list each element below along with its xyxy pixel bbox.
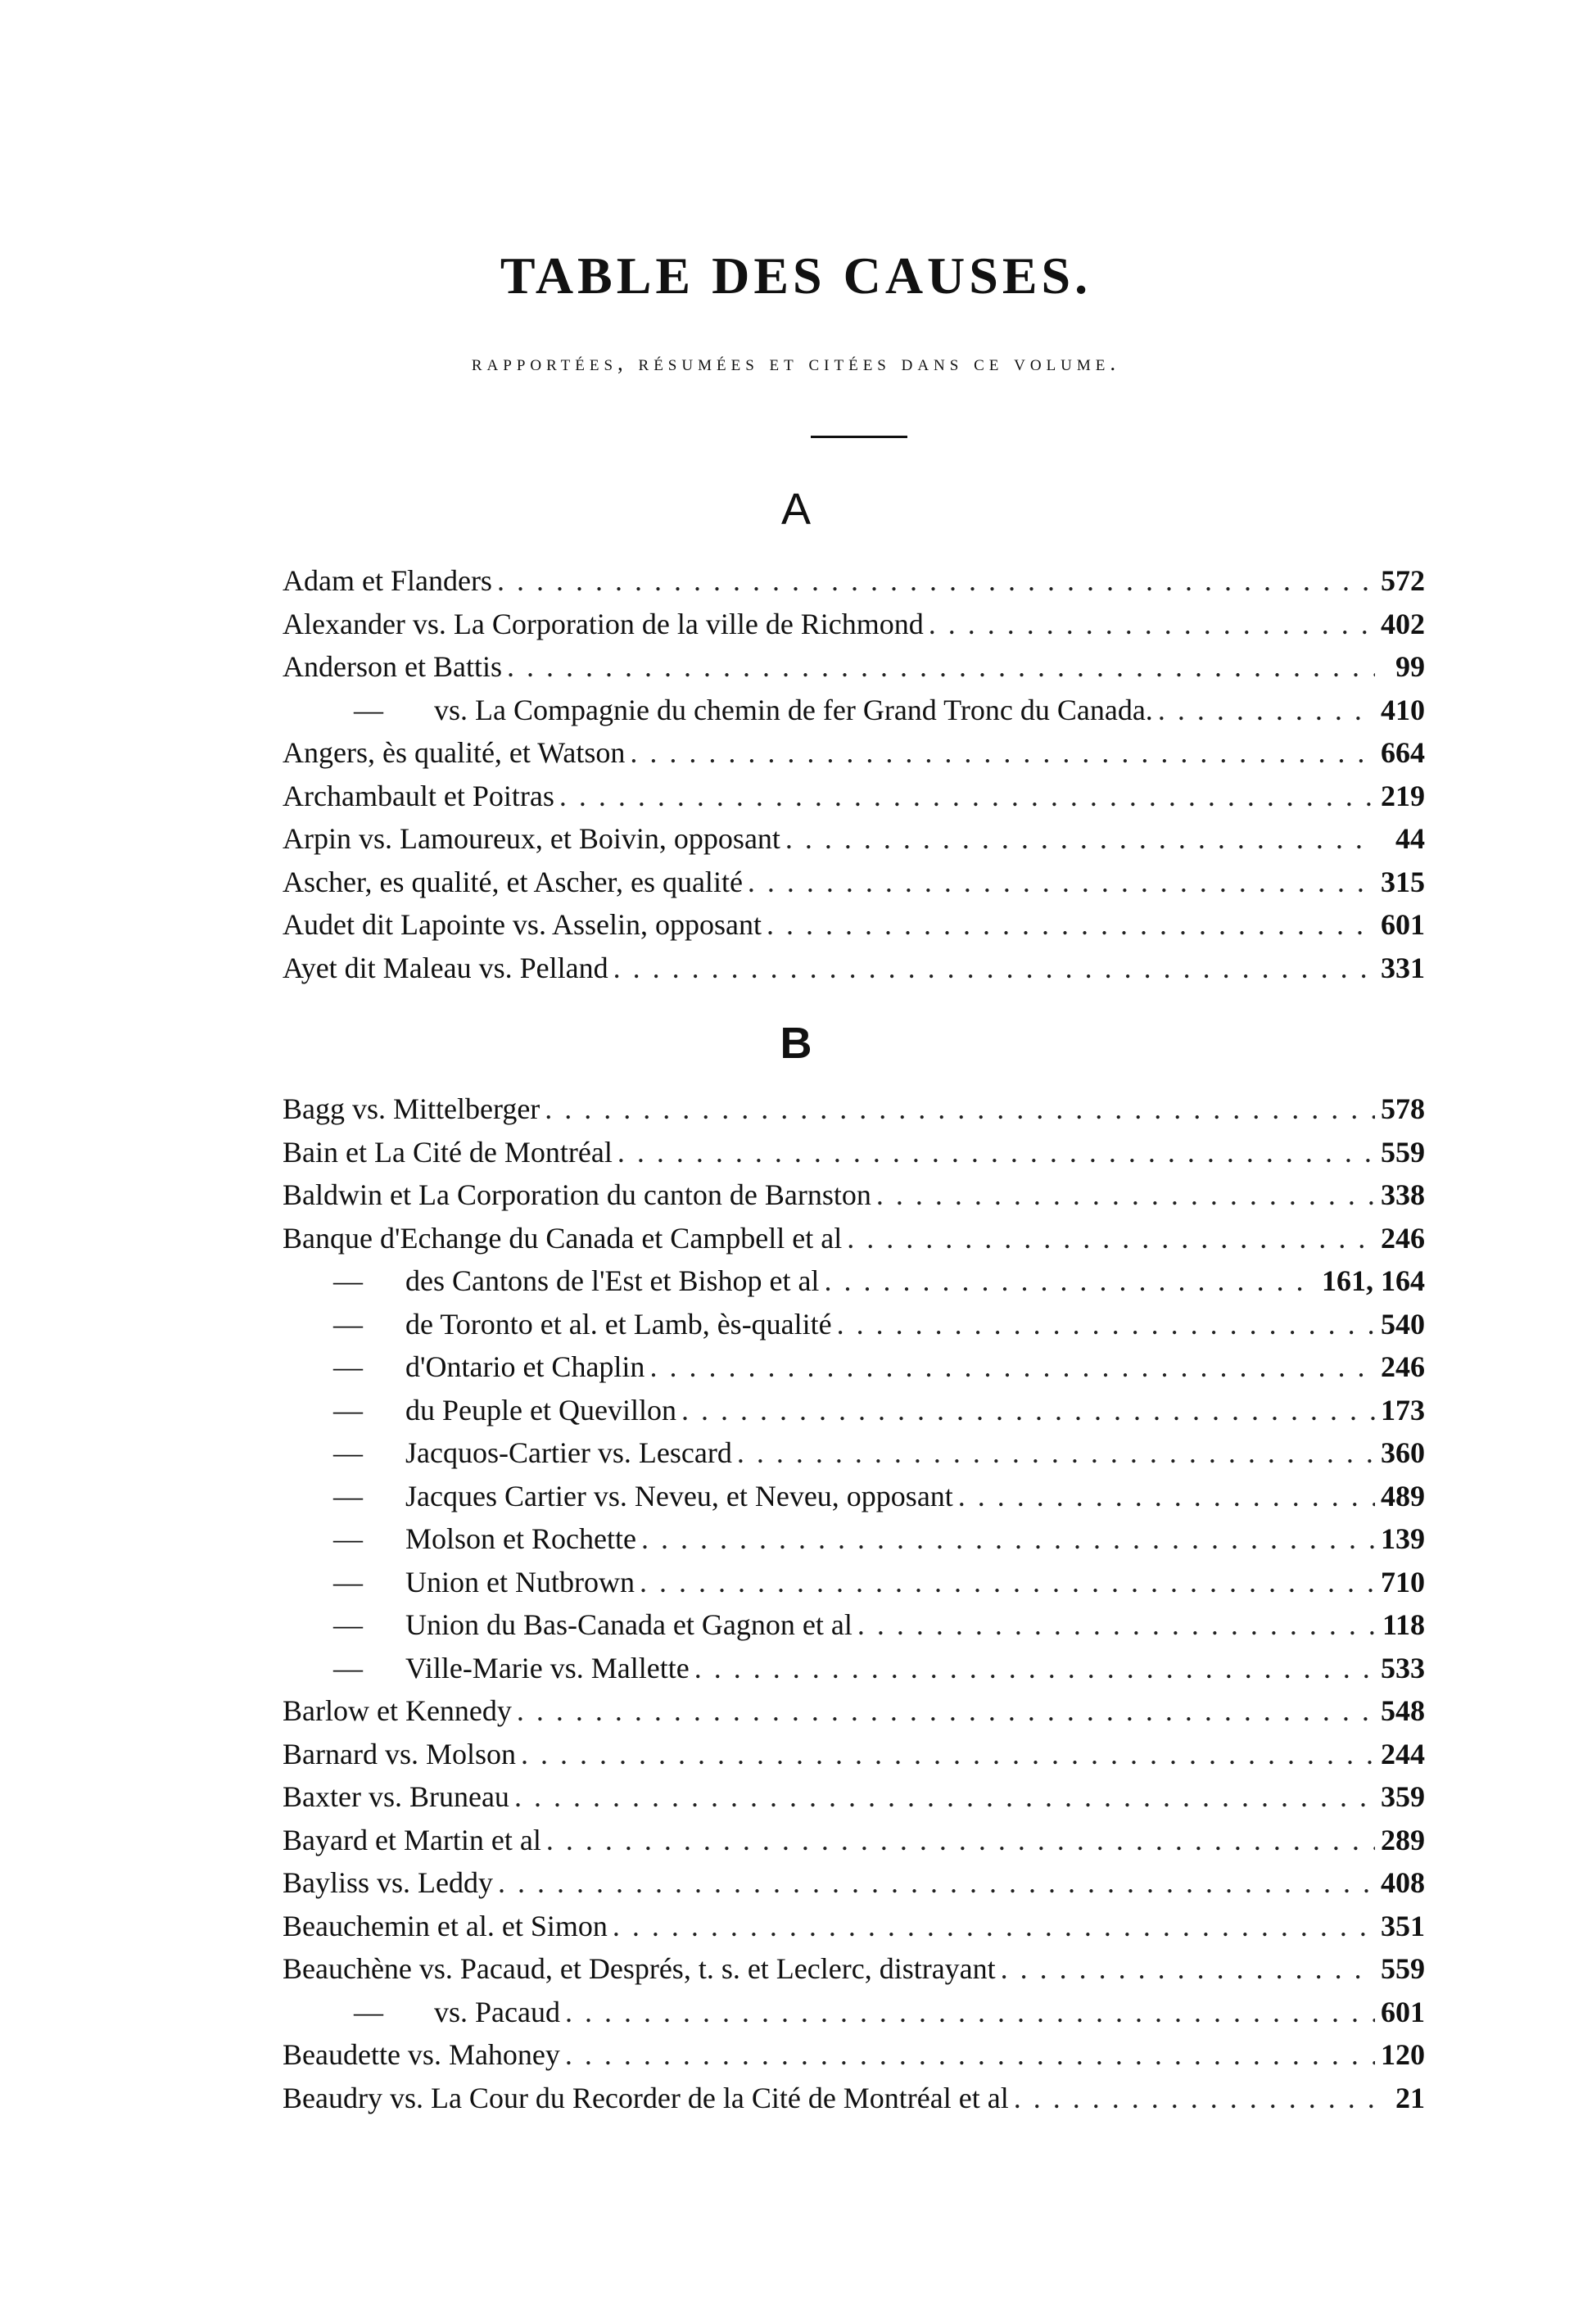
dot-leader xyxy=(546,1823,1375,1857)
title-rule xyxy=(811,436,907,438)
page-number: 489 xyxy=(1381,1479,1425,1512)
case-name: vs. La Compagnie du chemin de fer Grand Tronc du Canada. xyxy=(434,693,1153,726)
table-row xyxy=(283,1135,1425,1178)
table-row xyxy=(283,951,1425,994)
page-number: 402 xyxy=(1381,607,1425,640)
table-row xyxy=(283,1909,1425,1952)
table-row xyxy=(283,1607,1425,1651)
case-name: Bayard et Martin et al xyxy=(283,1823,541,1856)
case-name: Jacquos-Cartier vs. Lescard xyxy=(405,1436,732,1469)
ditto-dash: — xyxy=(333,1651,363,1684)
table-row xyxy=(283,1436,1425,1479)
dot-leader xyxy=(545,1092,1375,1126)
page-number: 173 xyxy=(1381,1393,1425,1427)
page-number: 548 xyxy=(1381,1694,1425,1727)
page-number: 289 xyxy=(1381,1823,1425,1856)
table-row xyxy=(283,1823,1425,1866)
case-name: Beaudry vs. La Cour du Recorder de la Cité de Montréal et al xyxy=(283,2081,1009,2114)
dot-leader xyxy=(613,951,1375,985)
table-row xyxy=(283,1651,1425,1694)
page-number: 601 xyxy=(1381,1995,1425,2028)
section-b-entries xyxy=(283,1092,1425,2123)
dot-leader xyxy=(1158,693,1375,727)
dot-leader xyxy=(517,1693,1375,1728)
page-number: 118 xyxy=(1382,1608,1425,1641)
page-number: 360 xyxy=(1381,1436,1425,1469)
case-name: Bayliss vs. Leddy xyxy=(283,1866,493,1899)
section-a-entries xyxy=(283,563,1425,993)
table-row xyxy=(283,1479,1425,1522)
page-number: 44 xyxy=(1395,822,1425,855)
page-number: 21 xyxy=(1395,2081,1425,2114)
ditto-dash: — xyxy=(333,1264,363,1297)
case-name: Bagg vs. Mittelberger xyxy=(283,1092,540,1125)
table-row xyxy=(283,2081,1425,2124)
case-name: Union et Nutbrown xyxy=(405,1565,635,1598)
dot-leader xyxy=(507,649,1375,684)
ditto-dash: — xyxy=(333,1479,363,1512)
case-name: Banque d'Echange du Canada et Campbell et al xyxy=(283,1221,843,1255)
case-name: Beauchemin et al. et Simon xyxy=(283,1909,608,1942)
page-number: 559 xyxy=(1381,1952,1425,1985)
table-row xyxy=(283,693,1425,736)
table-row xyxy=(283,1350,1425,1393)
table-row xyxy=(283,779,1425,822)
dot-leader xyxy=(694,1651,1375,1685)
case-name: vs. Pacaud xyxy=(434,1995,560,2028)
dot-leader xyxy=(498,1865,1375,1900)
table-row xyxy=(283,1307,1425,1350)
case-name: Ascher, es qualité, et Ascher, es qualité xyxy=(283,865,743,898)
page-number: 331 xyxy=(1381,951,1425,984)
dot-leader xyxy=(681,1393,1375,1427)
table-row xyxy=(283,1951,1425,1995)
case-name: Ville-Marie vs. Mallette xyxy=(405,1651,690,1684)
ditto-dash: — xyxy=(333,1522,363,1555)
section-letter-b: B xyxy=(780,1019,812,1068)
case-name: Baldwin et La Corporation du canton de Barnston xyxy=(283,1178,871,1211)
page-number: 139 xyxy=(1381,1522,1425,1555)
page-number: 408 xyxy=(1381,1866,1425,1899)
page-number: 533 xyxy=(1381,1651,1425,1684)
table-row xyxy=(283,907,1425,951)
table-row xyxy=(283,2037,1425,2081)
dot-leader xyxy=(748,865,1375,899)
page-number: 351 xyxy=(1381,1909,1425,1942)
table-row xyxy=(283,1221,1425,1264)
table-row xyxy=(283,1092,1425,1135)
dot-leader xyxy=(497,563,1375,598)
case-name: d'Ontario et Chaplin xyxy=(405,1350,645,1383)
ditto-dash: — xyxy=(333,1608,363,1641)
table-row xyxy=(283,1995,1425,2038)
case-name: Audet dit Lapointe vs. Asselin, opposant xyxy=(283,908,762,941)
table-row xyxy=(283,1264,1425,1307)
dot-leader xyxy=(1014,2081,1375,2115)
table-row xyxy=(283,1565,1425,1608)
table-row xyxy=(283,649,1425,693)
dot-leader xyxy=(857,1607,1375,1642)
ditto-dash: — xyxy=(333,1393,363,1427)
case-name: Archambault et Poitras xyxy=(283,779,554,812)
dot-leader xyxy=(958,1479,1375,1513)
table-row xyxy=(283,1737,1425,1780)
page-number: 244 xyxy=(1381,1737,1425,1770)
page-number: 559 xyxy=(1381,1135,1425,1169)
page-number: 315 xyxy=(1381,865,1425,898)
page-number: 99 xyxy=(1395,650,1425,683)
dot-leader xyxy=(876,1178,1375,1212)
case-name: Baxter vs. Bruneau xyxy=(283,1780,509,1813)
page-number: 246 xyxy=(1381,1221,1425,1255)
dot-leader xyxy=(837,1307,1375,1341)
table-row xyxy=(283,1393,1425,1436)
ditto-dash: — xyxy=(333,1436,363,1469)
ditto-dash: — xyxy=(354,1995,383,2028)
table-row xyxy=(283,1693,1425,1737)
dot-leader xyxy=(521,1737,1375,1771)
page-number: 540 xyxy=(1381,1307,1425,1341)
page-number: 120 xyxy=(1381,2038,1425,2071)
page-number: 359 xyxy=(1381,1780,1425,1813)
page-number: 578 xyxy=(1381,1092,1425,1125)
dot-leader xyxy=(737,1436,1375,1470)
case-name: du Peuple et Quevillon xyxy=(405,1393,676,1427)
page-number: 710 xyxy=(1381,1565,1425,1598)
case-name: Bain et La Cité de Montréal xyxy=(283,1135,613,1169)
case-name: de Toronto et al. et Lamb, ès-qualité xyxy=(405,1307,832,1341)
dot-leader xyxy=(559,779,1375,813)
case-name: Barlow et Kennedy xyxy=(283,1694,512,1727)
dot-leader xyxy=(824,1264,1317,1298)
table-row xyxy=(283,735,1425,779)
case-name: Jacques Cartier vs. Neveu, et Neveu, opposant xyxy=(405,1479,953,1512)
page-subtitle: rapportées, résumées et citées dans ce volume. xyxy=(471,350,1121,375)
dot-leader xyxy=(649,1350,1375,1384)
page-number: 664 xyxy=(1381,736,1425,769)
table-row xyxy=(283,1521,1425,1565)
dot-leader xyxy=(641,1521,1375,1556)
dot-leader xyxy=(640,1565,1375,1599)
table-row xyxy=(283,607,1425,650)
case-name: Arpin vs. Lamoureux, et Boivin, opposant xyxy=(283,822,780,855)
dot-leader xyxy=(514,1779,1375,1814)
case-name: Angers, ès qualité, et Watson xyxy=(283,736,626,769)
case-name: Beaudette vs. Mahoney xyxy=(283,2038,560,2071)
ditto-dash: — xyxy=(354,693,383,726)
table-row xyxy=(283,1178,1425,1221)
page-title: TABLE DES CAUSES. xyxy=(500,246,1092,305)
case-name: Alexander vs. La Corporation de la ville de Richmond xyxy=(283,607,924,640)
dot-leader xyxy=(929,607,1375,641)
table-row xyxy=(283,821,1425,865)
ditto-dash: — xyxy=(333,1565,363,1598)
table-row xyxy=(283,563,1425,607)
dot-leader xyxy=(565,2037,1375,2072)
case-name: des Cantons de l'Est et Bishop et al xyxy=(405,1264,820,1297)
dot-leader xyxy=(1001,1951,1375,1986)
page-number: 601 xyxy=(1381,908,1425,941)
dot-leader xyxy=(630,735,1375,770)
table-row xyxy=(283,1865,1425,1909)
page-number: 219 xyxy=(1381,779,1425,812)
ditto-dash: — xyxy=(333,1350,363,1383)
case-name: Adam et Flanders xyxy=(283,564,492,597)
page-number: 572 xyxy=(1381,564,1425,597)
case-name: Molson et Rochette xyxy=(405,1522,636,1555)
table-row xyxy=(283,865,1425,908)
page-number: 410 xyxy=(1381,693,1425,726)
table-row xyxy=(283,1779,1425,1823)
case-name: Ayet dit Maleau vs. Pelland xyxy=(283,951,608,984)
dot-leader xyxy=(847,1221,1375,1255)
ditto-dash: — xyxy=(333,1307,363,1341)
dot-leader xyxy=(617,1135,1375,1169)
case-name: Anderson et Battis xyxy=(283,650,502,683)
case-name: Barnard vs. Molson xyxy=(283,1737,516,1770)
section-letter-a: A xyxy=(780,485,812,534)
case-name: Beauchène vs. Pacaud, et Després, t. s. et Leclerc, distrayant xyxy=(283,1952,996,1985)
dot-leader xyxy=(767,907,1375,942)
page-number: 161, 164 xyxy=(1322,1264,1425,1297)
page-number: 338 xyxy=(1381,1178,1425,1211)
dot-leader xyxy=(785,821,1375,856)
dot-leader xyxy=(565,1995,1375,2029)
case-name: Union du Bas-Canada et Gagnon et al xyxy=(405,1608,853,1641)
page-number: 246 xyxy=(1381,1350,1425,1383)
dot-leader xyxy=(613,1909,1375,1943)
